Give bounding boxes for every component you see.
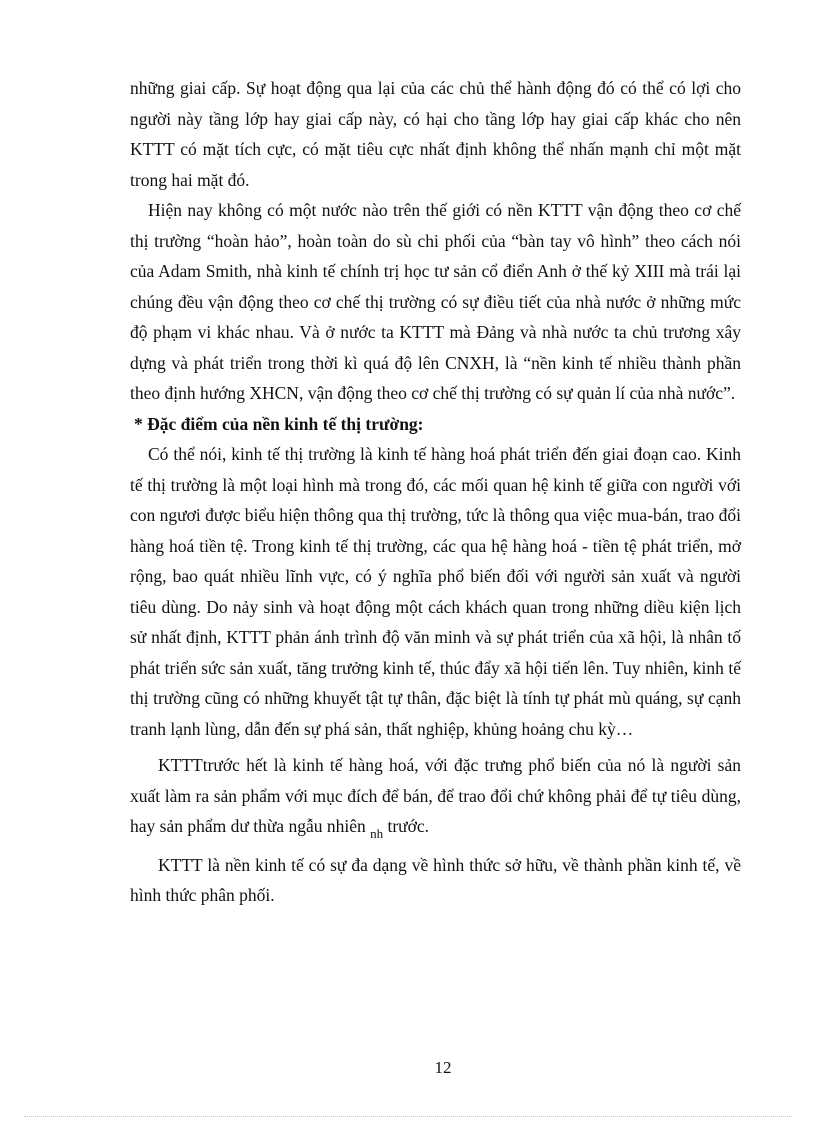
body-text — [130, 73, 741, 911]
paragraph-ownership-diversity: KTTT là nền kinh tế có sự đa dạng về hình thức sở hữu, về thành phần kinh tế, về hình thức phân phối. — [130, 854, 741, 905]
page-number: 12 — [434, 1058, 452, 1077]
paragraph-market-mechanism: Hiện nay không có một nước nào trên thế giới có nền KTTT vận động theo cơ chế thị trường “hoàn hảo”, hoàn toàn do sù chi phối của “bàn tay vô hình” theo cách nói của Adam Smith, nhà kinh tế chính trị học tư sản cổ điển Anh ở thế kỷ XIII mà trái lại chúng đều vận động theo cơ chế thị trường có sự điều tiết của nhà nước ở những mức độ phạm vi khác nhau. Và ở nước ta KTTT mà Đảng và nhà nước ta chủ trương xây dựng và phát triển trong thời kì quá độ lên CNXH, là “nền kinh tế nhiều thành phần theo định hướng XHCN, vận động theo cơ chế thị trường có sự quản lí của nhà nước”. — [130, 200, 741, 403]
paragraph-continuation: những giai cấp. Sự hoạt động qua lại của các chủ thể hành động đó có thể có lợi cho người này tầng lớp hay giai cấp này, có hại cho tầng lớp hay giai cấp khác cho nên KTTT có mặt tích cực, có mặt tiêu cực nhất định không thể nhấn mạnh chỉ một mặt trong hai mặt đó. — [130, 78, 741, 190]
paragraph-market-features: Có thể nói, kinh tế thị trường là kinh tế hàng hoá phát triển đến giai đoạn cao. Kinh tế thị trường là một loại hình mà trong đó, các mối quan hệ kinh tế giữa con người với con ngươi được biểu hiện thông qua thị trường, tức là thông qua việc mua-bán, trao đổi hàng hoá tiền tệ. Trong kinh tế thị trường, các qua hệ hàng hoá - tiền tệ phát triển, mở rộng, bao quát nhiều lĩnh vực, có ý nghĩa phổ biến đối với người sản xuất và người tiêu dùng. Do nảy sinh và hoạt động một cách khách quan trong những diều kiện lịch sử nhất định, KTTT phản ánh trình độ văn minh và sự phát triển của xã hội, là nhân tố phát triển sức sản xuất, tăng trưởng kinh tế, thúc đẩy xã hội tiến lên. Tuy nhiên, kinh tế thị trường cũng có những khuyết tật tự thân, đặc biệt là tính tự phát mù quáng, sự cạnh tranh lạnh lùng, dẫn đến sự phá sản, thất nghiệp, khủng hoảng chu kỳ… — [130, 444, 741, 739]
stray-subscript-text: nh — [370, 826, 384, 841]
paragraph-commodity-economy — [130, 750, 741, 844]
paragraph-text-end: trước. — [387, 816, 430, 836]
section-heading: * Đặc điểm của nền kinh tế thị trường: — [134, 413, 424, 434]
footer-divider — [24, 1116, 792, 1117]
paragraph-text-main: KTTTtrước hết là kinh tế hàng hoá, với đặc trưng phổ biến của nó là người sản xuất làm ra sản phẩm với mục đích để bán, để trao đổi chứ không phải để tự tiêu dùng, hay sản phẩm dư thừa ngẫu nhiên — [130, 755, 741, 836]
